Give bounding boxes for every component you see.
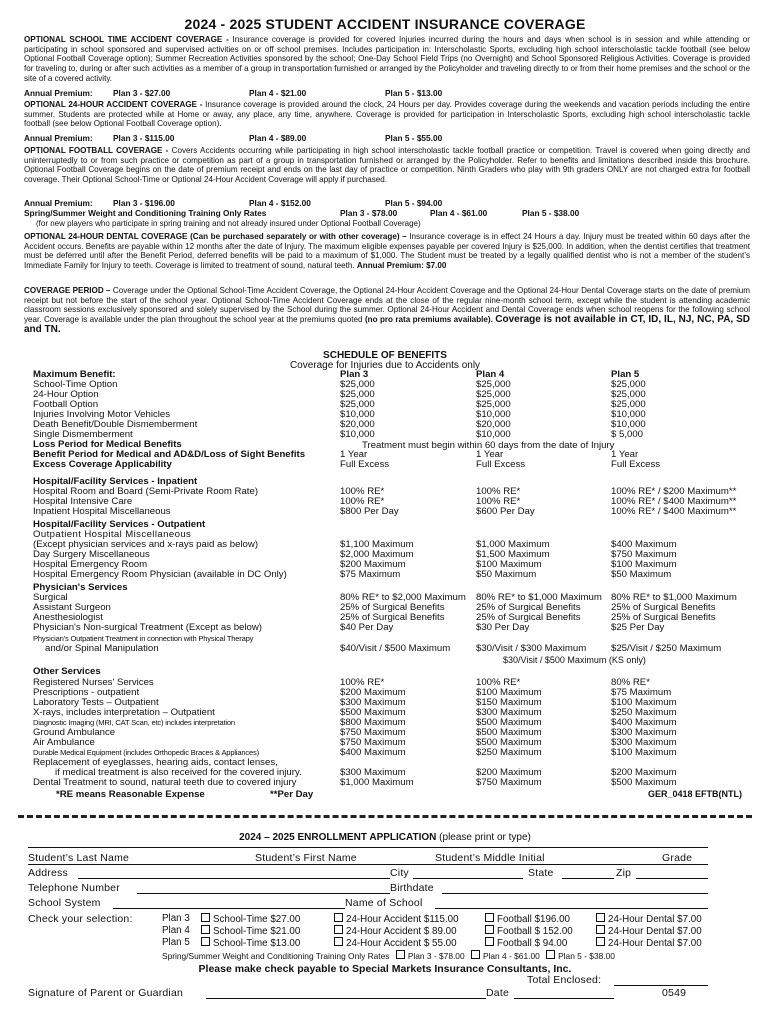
therapy-plan4: $30/Visit / $300 Maximum <box>476 643 587 654</box>
enrollment-title <box>0 832 770 843</box>
inpatient-heading: Hospital/Facility Services - Inpatient <box>33 476 198 487</box>
other-service-plan5-value: $300 Maximum <box>611 727 677 738</box>
outpatient-plan3-value: $1,100 Maximum <box>340 539 414 550</box>
payable-to: Please make check payable to Special Markets Insurance Consultants, Inc. <box>198 963 572 975</box>
checkbox-school-time-plan5[interactable] <box>201 937 210 946</box>
summer-options-row <box>162 950 615 961</box>
max-benefit-label: Single Dismemberment <box>33 429 133 440</box>
max-benefit-plan3-value: $10,000 <box>340 409 375 420</box>
option-plan-label: Plan 3 <box>162 913 190 924</box>
therapy-row-2 <box>33 644 753 654</box>
excess-plan4: Full Excess <box>476 459 526 470</box>
excess-label: Excess Coverage Applicability <box>33 459 172 470</box>
checkbox-24hour-accident-plan3[interactable] <box>334 913 343 922</box>
option-football-text: Football $196.00 <box>497 914 570 925</box>
other-service-plan5-value: $300 Maximum <box>611 737 677 748</box>
other-service-plan5-value: 80% RE* <box>611 677 650 688</box>
therapy-plan3: $40/Visit / $500 Maximum <box>340 643 451 654</box>
summer-rates-label: Spring/Summer Weight and Conditioning Training Only Rates <box>24 208 267 218</box>
outpatient-plan5-value: $100 Maximum <box>611 559 677 570</box>
physician-plan5-value: 25% of Surgical Benefits <box>611 602 716 613</box>
inpatient-label: Hospital Room and Board (Semi-Private Room Rate) <box>33 486 259 497</box>
enrollment-title-note: (please print or type) <box>439 832 531 843</box>
max-benefit-row <box>33 420 753 430</box>
option-24hour-accident <box>330 913 459 925</box>
dental-premium: Annual Premium: $7.00 <box>356 261 447 271</box>
physician-label: Physician's Non-surgical Treatment (Except as below) <box>33 622 262 633</box>
outpatient-plan5-value: $50 Maximum <box>611 569 672 580</box>
checkbox-school-time-plan4[interactable] <box>201 925 210 934</box>
checkbox-school-time-plan3[interactable] <box>201 913 210 922</box>
outpatient-plan4-value: $100 Maximum <box>476 559 542 570</box>
school-time-plan3: Plan 3 - $27.00 <box>113 88 171 98</box>
max-benefit-plan4-value: $25,000 <box>476 399 511 410</box>
other-service-plan4-value: $500 Maximum <box>476 717 542 728</box>
inpatient-plan4-value: $600 Per Day <box>476 506 535 517</box>
glasses-plan3: $300 Maximum <box>340 767 406 778</box>
option-football-text: Football $ 152.00 <box>497 926 573 937</box>
outpatient-row <box>33 570 753 580</box>
form-code: GER_0418 EFTB(NTL) <box>648 789 743 799</box>
total-enclosed-field[interactable] <box>614 985 708 986</box>
plan5-header: Plan 5 <box>611 369 640 380</box>
checkbox-football-plan5[interactable] <box>485 937 494 946</box>
checkbox-football-plan4[interactable] <box>485 925 494 934</box>
glasses-label-1: Replacement of eyeglasses, hearing aids, contact lenses, <box>33 757 278 768</box>
city-label: City <box>390 867 409 879</box>
dental-treatment-label: Dental Treatment to sound, natural teeth due to covered injury <box>33 777 297 788</box>
max-benefit-label: Death Benefit/Double Dismemberment <box>33 419 198 430</box>
birthdate-field[interactable] <box>442 893 708 894</box>
benefit-plan3: 1 Year <box>340 449 368 460</box>
school-time-premium-label: Annual Premium: <box>24 88 93 98</box>
physician-plan4-value: 25% of Surgical Benefits <box>476 612 581 623</box>
option-24hour-accident <box>330 937 457 949</box>
physician-plan5-value: 25% of Surgical Benefits <box>611 612 716 623</box>
dental-treatment-plan3: $1,000 Maximum <box>340 777 414 788</box>
physician-plan4-value: $30 Per Day <box>476 622 530 633</box>
dental-treatment-plan4: $750 Maximum <box>476 777 542 788</box>
therapy-label-2: and/or Spinal Manipulation <box>45 643 159 654</box>
schedule-title: SCHEDULE OF BENEFITS <box>323 350 447 361</box>
option-24hour-accident-text: 24-Hour Accident $ 55.00 <box>346 938 457 949</box>
option-plan-label: Plan 5 <box>162 937 190 948</box>
max-benefit-plan4-value: $10,000 <box>476 409 511 420</box>
school-time-heading: OPTIONAL SCHOOL TIME ACCIDENT COVERAGE - <box>24 35 229 44</box>
other-heading: Other Services <box>33 666 101 677</box>
checkbox-summer-plan4[interactable] <box>471 950 480 959</box>
other-service-plan3-value: $400 Maximum <box>340 747 406 758</box>
school-name-field[interactable] <box>435 908 708 909</box>
no-pro-rata: (no pro rata premiums available). <box>364 315 493 325</box>
inpatient-plan4-value: 100% RE* <box>476 486 521 497</box>
other-service-plan5-value: $75 Maximum <box>611 687 672 698</box>
school-time-plan5: Plan 5 - $13.00 <box>385 88 443 98</box>
physician-plan3-value: 25% of Surgical Benefits <box>340 602 445 613</box>
physician-plan4-value: 25% of Surgical Benefits <box>476 602 581 613</box>
physician-row <box>33 623 753 633</box>
option-school-time-text: School-Time $21.00 <box>213 926 301 937</box>
football-plan4: Plan 4 - $152.00 <box>249 198 311 208</box>
therapy-plan5: $25/Visit / $250 Maximum <box>611 643 722 654</box>
other-service-plan5-value: $100 Maximum <box>611 697 677 708</box>
max-benefit-label: 24-Hour Option <box>33 389 99 400</box>
outpatient-heading: Hospital/Facility Services - Outpatient <box>33 519 206 530</box>
24hour-plan5: Plan 5 - $55.00 <box>385 133 443 143</box>
inpatient-label: Hospital Intensive Care <box>33 496 133 507</box>
inpatient-plan3-value: 100% RE* <box>340 486 385 497</box>
date-label: Date <box>486 987 509 999</box>
max-benefit-plan5-value: $25,000 <box>611 399 646 410</box>
max-benefit-plan3-value: $25,000 <box>340 399 375 410</box>
other-service-plan5-value: $250 Maximum <box>611 707 677 718</box>
inpatient-plan4-value: 100% RE* <box>476 496 521 507</box>
benefit-period-label: Benefit Period for Medical and AD&D/Loss of Sight Benefits <box>33 449 306 460</box>
other-service-plan3-value: $500 Maximum <box>340 707 406 718</box>
other-service-plan4-value: $150 Maximum <box>476 697 542 708</box>
other-service-plan3-value: $300 Maximum <box>340 697 406 708</box>
physician-plan5-value: $25 Per Day <box>611 622 665 633</box>
address-field[interactable] <box>78 878 390 879</box>
max-benefit-plan5-value: $10,000 <box>611 419 646 430</box>
birthdate-label: Birthdate <box>390 882 434 894</box>
other-service-label: Prescriptions - outpatient <box>33 687 140 698</box>
physician-label: Anesthesiologist <box>33 612 103 623</box>
other-service-plan4-value: $500 Maximum <box>476 727 542 738</box>
first-name-label: Student’s First Name <box>255 852 357 864</box>
checkbox-summer-plan3[interactable] <box>396 950 405 959</box>
plan4-header: Plan 4 <box>476 369 505 380</box>
inpatient-plan5-value: 100% RE* / $200 Maximum** <box>611 486 737 497</box>
summer-option-plan3: Plan 3 - $78.00 <box>407 951 465 961</box>
coverage-period-text: Coverage under the Optional School-Time Accident Coverage, the Optional 24-Hour Accident Coverage and the Optional 24-Hour Dental Coverage starts on the date of premium receipt but not before the start of the school year. Optional School-Time Accident Coverage ends at the close of the regular nine-month school term, except while the student is attending academic classroom sessions exclusively sponsored and solely supervised by the School during the summer. Optional 24-Hour Accident and Dental Coverage ends when school reopens for the following school year. Coverage is available under the plan throughout the school year at the premiums quoted <box>24 286 750 325</box>
checkbox-24hour-accident-plan5[interactable] <box>334 937 343 946</box>
football-plan3: Plan 3 - $196.00 <box>113 198 175 208</box>
checkbox-24hour-dental-plan5[interactable] <box>596 937 605 946</box>
other-service-plan3-value: $200 Maximum <box>340 687 406 698</box>
other-service-plan4-value: $300 Maximum <box>476 707 542 718</box>
summer-option-plan5: Plan 5 - $38.00 <box>558 951 615 961</box>
school-time-paragraph <box>24 35 750 84</box>
summer-plan5: Plan 5 - $38.00 <box>522 208 580 218</box>
therapy-label-1: Physician's Outpatient Treatment in connection with Physical Therapy <box>33 634 254 643</box>
zip-label: Zip <box>616 867 632 879</box>
option-school-time-text: School-Time $27.00 <box>213 914 301 925</box>
other-service-label: Diagnostic Imaging (MRI, CAT Scan, etc) includes interpretation <box>33 718 235 727</box>
excess-row <box>33 460 753 470</box>
option-24hour-dental-text: 24-Hour Dental $7.00 <box>608 938 702 949</box>
24hour-premium-label: Annual Premium: <box>24 133 93 143</box>
physician-label: Surgical <box>33 592 68 603</box>
other-heading-row <box>33 667 753 677</box>
other-service-plan4-value: $250 Maximum <box>476 747 542 758</box>
24hour-plan4: Plan 4 - $89.00 <box>249 133 307 143</box>
physician-plan3-value: 80% RE* to $2,000 Maximum <box>340 592 466 603</box>
max-benefit-plan5-value: $ 5,000 <box>611 429 644 440</box>
outpatient-label: Day Surgery Miscellaneous <box>33 549 150 560</box>
option-football <box>481 937 567 949</box>
page-title: 2024 - 2025 STUDENT ACCIDENT INSURANCE COVERAGE <box>184 16 586 32</box>
football-text: Covers Accidents occurring while participating in high school interscholastic tackle football practice or competition. Travel is covered when going directly and uninterruptedly to or from such practice or competition as part of a group in transportation furnished or arranged by the Policyholder. Refer to benefits and limitations described inside this brochure. Optional Football Coverage begins on the date of premium receipt and ends on the last day of practice or competition. Ninth Graders who play with 9th graders ONLY are not charged extra for football coverage. Their Optional School-Time or Optional 24-Hour Accident Coverage will apply if purchased. <box>24 146 750 185</box>
other-service-label: X-rays, includes interpretation – Outpatient <box>33 707 215 718</box>
outpatient-plan3-value: $75 Maximum <box>340 569 401 580</box>
summer-note: (for new players who participate in spring training and not already insured under Optional Football Coverage) <box>36 219 421 228</box>
checkbox-summer-plan5[interactable] <box>546 950 555 959</box>
option-24hour-accident-text: 24-Hour Accident $ 89.00 <box>346 926 457 937</box>
option-24hour-accident-text: 24-Hour Accident $115.00 <box>346 914 459 925</box>
physician-plan5-value: 80% RE* to $1,000 Maximum <box>611 592 737 603</box>
max-benefit-plan3-value: $10,000 <box>340 429 375 440</box>
loss-period-value: Treatment must begin within 60 days from the date of Injury <box>362 440 615 451</box>
option-football-text: Football $ 94.00 <box>497 938 568 949</box>
glasses-plan4: $200 Maximum <box>476 767 542 778</box>
benefit-plan4: 1 Year <box>476 449 504 460</box>
school-system-label: School System <box>28 897 101 909</box>
max-benefit-plan5-value: $10,000 <box>611 409 646 420</box>
option-24hour-dental <box>592 937 702 949</box>
therapy-ks-note: $30/Visit / $500 Maximum (KS only) <box>503 655 646 665</box>
max-benefit-plan5-value: $25,000 <box>611 389 646 400</box>
date-field[interactable] <box>514 998 614 999</box>
outpatient-plan5-value: $400 Maximum <box>611 539 677 550</box>
coverage-period-paragraph <box>24 286 750 335</box>
physician-label: Assistant Surgeon <box>33 602 111 613</box>
option-school-time <box>197 937 300 949</box>
other-service-plan3-value: $800 Maximum <box>340 717 406 728</box>
state-field[interactable] <box>562 878 614 879</box>
footnote-re: *RE means Reasonable Expense <box>56 789 205 800</box>
checkbox-24hour-dental-plan3[interactable] <box>596 913 605 922</box>
physician-plan4-value: 80% RE* to $1,000 Maximum <box>476 592 602 603</box>
not-available-states: Coverage is not available in CT, ID, IL, NJ, NC, PA, SD and TN. <box>24 314 751 335</box>
other-service-plan3-value: $750 Maximum <box>340 727 406 738</box>
checkbox-24hour-dental-plan4[interactable] <box>596 925 605 934</box>
enrollment-title-text: 2024 – 2025 ENROLLMENT APPLICATION <box>239 832 437 843</box>
outpatient-label: (Except physician services and x-rays paid as below) <box>33 539 259 550</box>
address-label: Address <box>28 867 68 879</box>
inpatient-label: Inpatient Hospital Miscellaneous <box>33 506 171 517</box>
dental-treatment-plan5: $500 Maximum <box>611 777 677 788</box>
form-number: 0549 <box>662 987 687 999</box>
outpatient-plan4-value: $50 Maximum <box>476 569 537 580</box>
outpatient-plan4-value: $1,500 Maximum <box>476 549 550 560</box>
football-paragraph <box>24 146 750 185</box>
outpatient-label: Hospital Emergency Room Physician (available in DC Only) <box>33 569 287 580</box>
football-heading: OPTIONAL FOOTBALL COVERAGE - <box>24 146 169 155</box>
other-service-plan3-value: 100% RE* <box>340 677 385 688</box>
other-service-label: Durable Medical Equipment (includes Orthopedic Braces & Appliances) <box>33 748 259 757</box>
option-school-time-text: School-Time $13.00 <box>213 938 301 949</box>
outpatient-subheading: Outpatient Hospital Miscellaneous <box>33 529 192 540</box>
option-24hour-dental <box>592 925 702 937</box>
state-label: State <box>528 867 554 879</box>
other-service-plan4-value: $100 Maximum <box>476 687 542 698</box>
plan3-header: Plan 3 <box>340 369 369 380</box>
footnote-per-day: **Per Day <box>270 789 314 800</box>
max-benefit-plan4-value: $10,000 <box>476 429 511 440</box>
outpatient-plan3-value: $2,000 Maximum <box>340 549 414 560</box>
max-benefit-plan3-value: $25,000 <box>340 389 375 400</box>
other-service-label: Registered Nurses' Services <box>33 677 154 688</box>
option-24hour-accident <box>330 925 457 937</box>
option-football <box>481 913 570 925</box>
max-benefit-label: Maximum Benefit: <box>33 369 116 380</box>
max-benefit-plan3-value: $20,000 <box>340 419 375 430</box>
loss-period-label: Loss Period for Medical Benefits <box>33 439 182 450</box>
summer-plan3: Plan 3 - $78.00 <box>340 208 398 218</box>
outpatient-plan4-value: $1,000 Maximum <box>476 539 550 550</box>
summer-plan4: Plan 4 - $61.00 <box>430 208 488 218</box>
telephone-label: Telephone Number <box>28 882 120 894</box>
telephone-field[interactable] <box>137 893 390 894</box>
24hour-heading: OPTIONAL 24-HOUR ACCIDENT COVERAGE - <box>24 100 203 109</box>
coverage-period-heading: COVERAGE PERIOD – <box>24 286 111 295</box>
football-premium-label: Annual Premium: <box>24 198 93 208</box>
dental-paragraph <box>24 232 750 271</box>
dental-text: Insurance coverage is in effect 24 Hours a day. Injury must be treated within 60 days after the Accident occurs. Benefits are payable within 12 months after the date of Injury. The maximum eligible expenses payable per covered Injury is $25,000. In addition, when the dentist certifies that treatment must be deferred until after the Benefit Period, deferred benefits will be paid to a maximum of $1,000. The Student must be treated by a legally qualified dentist who is not a member of the student’s Immediate Family for Injury to teeth. Coverage is limited to treatment of sound, natural teeth. <box>24 232 750 271</box>
physician-plan3-value: 25% of Surgical Benefits <box>340 612 445 623</box>
max-benefit-plan4-value: $25,000 <box>476 379 511 390</box>
zip-field[interactable] <box>636 878 708 879</box>
signature-field[interactable] <box>206 998 486 999</box>
checkbox-football-plan3[interactable] <box>485 913 494 922</box>
other-service-plan5-value: $400 Maximum <box>611 717 677 728</box>
max-benefit-label: Football Option <box>33 399 99 410</box>
check-selection-label: Check your selection: <box>28 913 133 925</box>
other-service-plan4-value: 100% RE* <box>476 677 521 688</box>
other-service-plan5-value: $100 Maximum <box>611 747 677 758</box>
excess-plan5: Full Excess <box>611 459 661 470</box>
glasses-plan5: $200 Maximum <box>611 767 677 778</box>
schedule-subtitle: Coverage for Injuries due to Accidents only <box>289 360 481 371</box>
outpatient-plan3-value: $200 Maximum <box>340 559 406 570</box>
inpatient-plan5-value: 100% RE* / $400 Maximum** <box>611 496 737 507</box>
city-field[interactable] <box>413 878 523 879</box>
option-school-time <box>197 925 300 937</box>
option-24hour-dental <box>592 913 702 925</box>
24hour-plan3: Plan 3 - $115.00 <box>113 133 175 143</box>
name-field-line[interactable] <box>28 864 708 865</box>
max-benefit-label: Injuries Involving Motor Vehicles <box>33 409 171 420</box>
title-rule <box>28 847 708 848</box>
signature-label: Signature of Parent or Guardian <box>28 987 184 999</box>
other-service-plan4-value: $500 Maximum <box>476 737 542 748</box>
last-name-label: Student’s Last Name <box>28 852 130 864</box>
max-benefit-plan3-value: $25,000 <box>340 379 375 390</box>
dental-treatment-row <box>33 778 753 788</box>
max-benefit-plan4-value: $25,000 <box>476 389 511 400</box>
school-system-field[interactable] <box>113 908 345 909</box>
dental-heading: OPTIONAL 24-HOUR DENTAL COVERAGE (Can be purchased separately or with other coverage) – <box>24 232 407 241</box>
other-service-label: Ground Ambulance <box>33 727 116 738</box>
physician-plan3-value: $40 Per Day <box>340 622 394 633</box>
other-service-label: Air Ambulance <box>33 737 95 748</box>
excess-plan3: Full Excess <box>340 459 390 470</box>
inpatient-row <box>33 507 753 517</box>
24hour-paragraph <box>24 100 750 129</box>
24hour-text: Insurance coverage is provided around the clock, 24 Hours per day. Provides coverage during the weekends and vacation periods including the entire summer. Students are protected while at Home or away, any place, any time, anywhere. Coverage is provided for participation in Interscholastic Sports, excluding high school interscholastic tackle football (see below Optional Football Coverage option). <box>24 100 750 129</box>
total-enclosed-label: Total Enclosed: <box>527 974 602 986</box>
option-24hour-dental-text: 24-Hour Dental $7.00 <box>608 914 702 925</box>
summer-option-plan4: Plan 4 - $61.00 <box>482 951 540 961</box>
school-name-label: Name of School <box>345 897 423 909</box>
summer-options-label: Spring/Summer Weight and Conditioning Training Only Rates <box>162 951 390 961</box>
option-plan-label: Plan 4 <box>162 925 190 936</box>
cut-line <box>18 815 752 822</box>
option-football <box>481 925 573 937</box>
checkbox-24hour-accident-plan4[interactable] <box>334 925 343 934</box>
outpatient-label: Hospital Emergency Room <box>33 559 148 570</box>
max-benefit-plan5-value: $25,000 <box>611 379 646 390</box>
inpatient-plan5-value: 100% RE* / $400 Maximum** <box>611 506 737 517</box>
other-service-label: Laboratory Tests – Outpatient <box>33 697 159 708</box>
inpatient-plan3-value: $800 Per Day <box>340 506 399 517</box>
inpatient-plan3-value: 100% RE* <box>340 496 385 507</box>
benefit-plan5: 1 Year <box>611 449 639 460</box>
school-time-plan4: Plan 4 - $21.00 <box>249 88 307 98</box>
max-benefit-plan4-value: $20,000 <box>476 419 511 430</box>
outpatient-plan5-value: $750 Maximum <box>611 549 677 560</box>
glasses-label-2: if medical treatment is also received for the covered injury. <box>55 767 302 778</box>
option-24hour-dental-text: 24-Hour Dental $7.00 <box>608 926 702 937</box>
school-time-text: Insurance coverage is provided for covered Injuries incurred during the hours and days when school is in session and while attending or participating in school sponsored and supervised activities on or off school premises. Includes participation in: Interscholastic Sports, excluding high school interscholastic tackle football (see below Optional Football Coverage option); Summer Recreation Activities sponsored by the school; One-Day School Field Trips (no Overnight) and School Sponsored Religious Activities. Coverage is provided for traveling to, during or after such activities as a member of a group in transportation furnished or arranged by the Policyholder and traveling directly to or from their home premises and the school or the site of a covered activity. <box>24 35 750 83</box>
physician-heading: Physician's Services <box>33 582 128 593</box>
max-benefit-label: School-Time Option <box>33 379 118 390</box>
option-school-time <box>197 913 300 925</box>
grade-label: Grade <box>662 852 693 864</box>
middle-initial-label: Student’s Middle Initial <box>435 852 545 864</box>
other-service-plan3-value: $750 Maximum <box>340 737 406 748</box>
football-plan5: Plan 5 - $94.00 <box>385 198 443 208</box>
